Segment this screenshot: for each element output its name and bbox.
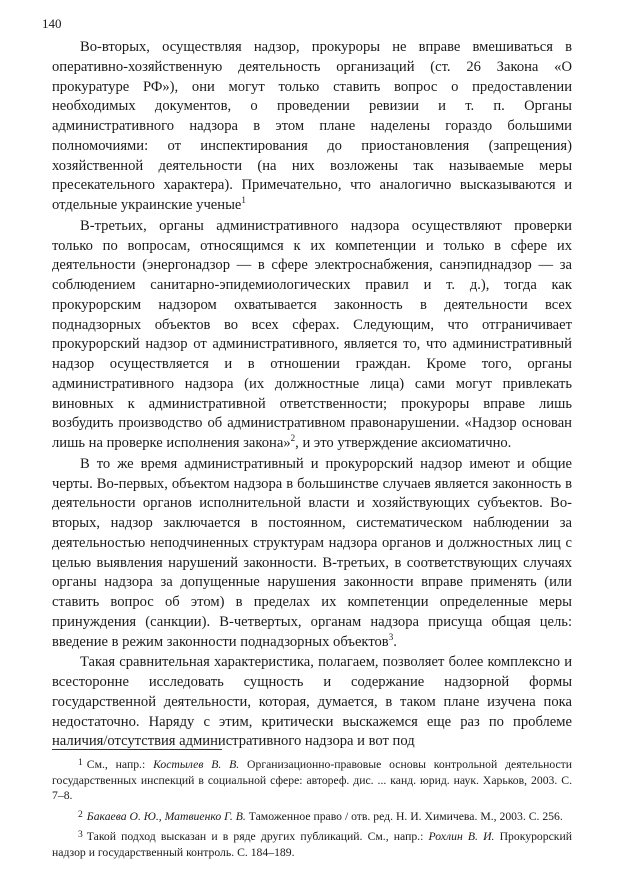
footnote-divider: [52, 749, 222, 750]
page-number: 140: [42, 16, 62, 31]
footnote-text: Прокурорский надзор и государственный контроль. С. 184–189.: [52, 830, 572, 859]
footnote-number: 3: [78, 829, 83, 840]
body-text: [52, 38, 572, 752]
paragraph-tail: .: [393, 633, 397, 650]
paragraph-text: В-третьих, органы административного надзора осуществляют проверки только по вопросам, относящимся к их компетенции и только в сфере их деятельности (энергонадзор — в сфере электроснабжения, санэпиднадзор — за соблюдением санитарно-эпидемиологических правил и т. д.), тогда как прокурорским надзором охватывается законность в деятельности всех поднадзорных объектов во всех сферах. Следующим, что отграничивает прокурорский надзор от административного, является то, что административный надзор осуществляется и в отношении граждан. Кроме того, органы административного надзора (их должностные лица) сами могут привлекать виновных к административной ответственности; прокуроры вправе лишь возбудить производство об административном правонарушении. «Надзор основан лишь на проверке исполнения закона»: [52, 217, 572, 451]
paragraph-3: [52, 455, 572, 653]
footnote-1: [52, 757, 572, 804]
footnote-prefix: См., напр.:: [86, 758, 154, 771]
paragraph-text: Во-вторых, осуществляя надзор, прокуроры не вправе вмешиваться в оперативно-хозяйственную деятельность организаций (ст. 26 Закона «О прокуратуре РФ»), они могут только ставить вопрос о предоставлении необходимых документов, о проведении ревизии и т. п. Органы административного надзора в этом плане наделены гораздо большими полномочиями: от инспектирования до приостановления (запрещения) хозяйственной деятельности (на них возложены так называемые меры пресекательного характера). Примечательно, что аналогично высказываются и отдельные украинские ученые: [52, 39, 572, 213]
footnote-2: [52, 809, 572, 825]
footnote-author: Бакаева О. Ю., Матвиенко Г. В.: [86, 809, 246, 823]
footnote-text: Организационно-правовые основы контрольной деятельности государственных инспекций в социальной сфере: автореф. дис. ... канд. юрид. наук. Харьков, 2003. С. 7–8.: [52, 758, 573, 802]
footnotes: [52, 757, 572, 865]
footnote-ref-3: 3: [388, 631, 394, 642]
paragraph-2: [52, 217, 572, 454]
paragraph-1: [52, 38, 572, 216]
footnote-author: Костылев В. В.: [153, 758, 240, 771]
footnote-prefix: Такой подход высказан и в ряде других публикаций. См., напр.:: [86, 830, 429, 843]
footnote-3: [52, 829, 572, 860]
paragraph-text: Такая сравнительная характеристика, полагаем, позволяет более комплексно и всесторонне исследовать сущность и содержание надзорной формы государственной деятельности, которая, думается, в таком плане изучена пока недостаточно. Наряду с этим, критически выскажемся еще раз по проблеме наличия/отсутствия административного надзора и вот под: [52, 654, 572, 750]
footnote-number: 1: [78, 757, 83, 768]
footnote-author: Рохлин В. И.: [428, 830, 495, 843]
footnote-text: Таможенное право / отв. ред. Н. И. Химичева. М., 2003. С. 256.: [245, 809, 563, 823]
paragraph-tail: , и это утверждение аксиоматично.: [295, 435, 512, 451]
footnote-ref-2: 2: [290, 433, 296, 444]
paragraph-text: В то же время административный и прокурорский надзор имеют и общие черты. Во-первых, объектом надзора в большинстве случаев является законность в деятельности органов исполнительной власти и хозяйствующих субъектов. Во-вторых, надзор заключается в постоянном, систематическом наблюдении за деятельностью неподчиненных структурам надзора органов и должностных лиц с целью выявления нарушений законности. В-третьих, в соответствующих случаях органы надзора за допущенные нарушения законности вправе применять (или ставить вопрос об этом) в пределах их компетенции определенные меры принуждения (санкции). В-четвертых, органам надзора присуща общая цель: введение в режим законности поднадзорных объектов: [52, 455, 572, 650]
paragraph-4: [52, 653, 572, 752]
footnote-number: 2: [78, 808, 83, 820]
footnote-ref-1: 1: [241, 195, 246, 206]
